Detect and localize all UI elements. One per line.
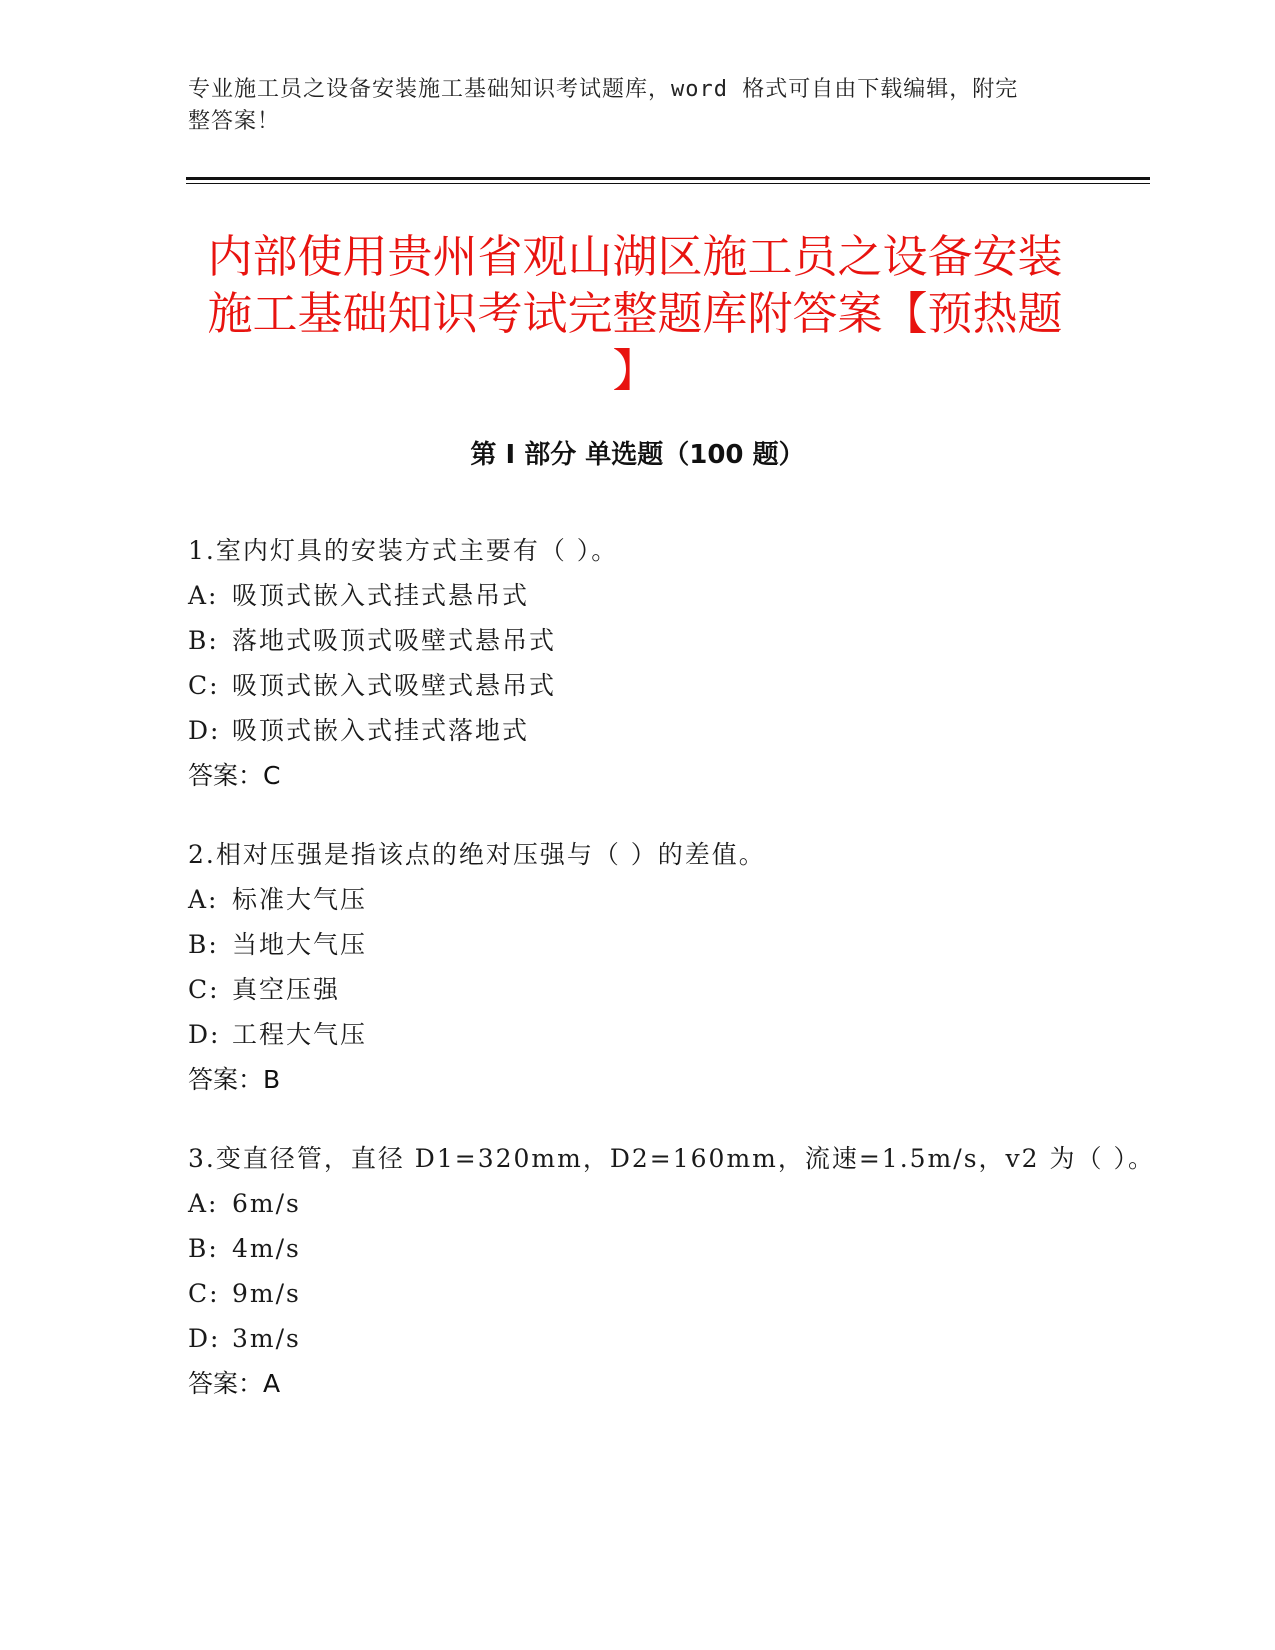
title-line-1: 内部使用贵州省观山湖区施工员之设备安装 <box>207 230 1063 283</box>
option-text: 4m/s <box>232 1234 301 1263</box>
option-text: 吸顶式嵌入式吸壁式悬吊式 <box>232 671 557 700</box>
option-letter: B: <box>188 1234 219 1263</box>
option-text: 吸顶式嵌入式挂式落地式 <box>232 716 530 745</box>
option-b <box>188 618 1108 663</box>
section-heading: 第 I 部分 单选题（100 题） <box>470 440 805 470</box>
option-d <box>188 1012 1108 1057</box>
question-item <box>188 528 1108 798</box>
option-letter: C: <box>188 975 220 1004</box>
header-divider-thin <box>186 183 1150 184</box>
question-stem: 1.室内灯具的安装方式主要有（ ）。 <box>188 536 619 565</box>
option-letter: C: <box>188 1279 220 1308</box>
question-stem: 3.变直径管，直径 D1=320mm，D2=160mm，流速=1.5m/s，v2 为（ ）。 <box>188 1144 1155 1173</box>
option-b <box>188 1226 1108 1271</box>
option-c <box>188 967 1108 1012</box>
option-a <box>188 877 1108 922</box>
answer-line: 答案：A <box>188 1369 281 1398</box>
option-letter: C: <box>188 671 220 700</box>
header-note <box>188 74 1068 138</box>
option-b <box>188 922 1108 967</box>
option-text: 3m/s <box>232 1324 301 1353</box>
question-item <box>188 832 1108 1102</box>
option-letter: B: <box>188 930 219 959</box>
option-letter: B: <box>188 626 219 655</box>
option-letter: A: <box>188 581 219 610</box>
option-text: 标准大气压 <box>232 885 368 914</box>
option-c <box>188 663 1108 708</box>
document-title <box>190 228 1080 399</box>
option-a <box>188 1181 1108 1226</box>
option-d <box>188 708 1108 753</box>
option-text: 6m/s <box>232 1189 301 1218</box>
option-text: 真空压强 <box>232 975 341 1004</box>
question-list <box>188 528 1155 1440</box>
answer-line: 答案：B <box>188 1065 281 1094</box>
option-text: 9m/s <box>232 1279 301 1308</box>
option-text: 落地式吸顶式吸壁式悬吊式 <box>232 626 557 655</box>
title-line-3: 】 <box>612 344 658 397</box>
option-d <box>188 1316 1108 1361</box>
option-letter: D: <box>188 716 221 745</box>
title-line-2: 施工基础知识考试完整题库附答案【预热题 <box>207 287 1063 340</box>
option-text: 工程大气压 <box>232 1020 368 1049</box>
option-letter: A: <box>188 885 219 914</box>
header-note-line-1: 专业施工员之设备安装施工基础知识考试题库，word 格式可自由下载编辑，附完 <box>188 77 1019 102</box>
option-letter: A: <box>188 1189 219 1218</box>
option-letter: D: <box>188 1020 221 1049</box>
option-a <box>188 573 1108 618</box>
option-text: 吸顶式嵌入式挂式悬吊式 <box>232 581 530 610</box>
question-stem: 2.相对压强是指该点的绝对压强与（ ）的差值。 <box>188 840 766 869</box>
answer-line: 答案：C <box>188 761 281 790</box>
option-c <box>188 1271 1108 1316</box>
header-divider-thick <box>186 177 1150 180</box>
header-note-line-2: 整答案！ <box>188 109 281 134</box>
option-letter: D: <box>188 1324 221 1353</box>
option-text: 当地大气压 <box>232 930 368 959</box>
question-item <box>188 1136 1155 1406</box>
